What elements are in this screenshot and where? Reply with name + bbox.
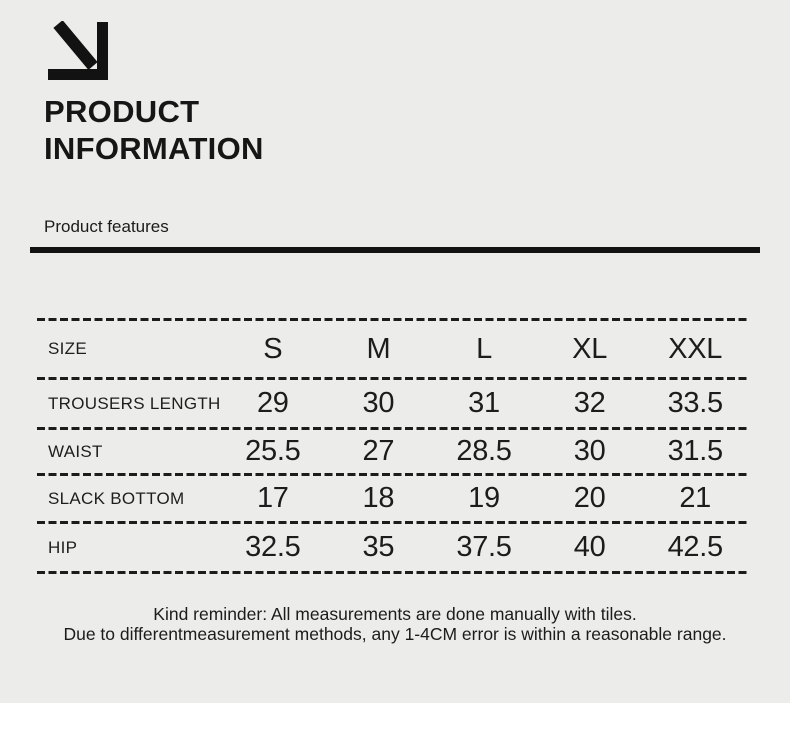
- page-title-line1: PRODUCT: [44, 94, 200, 129]
- row-label: SLACK BOTTOM: [48, 488, 185, 508]
- row-label: HIP: [48, 537, 78, 557]
- cell-value: 37.5: [456, 531, 512, 563]
- column-header-xxl: XXL: [668, 332, 723, 365]
- arrow-to-bottom-right-corner-icon: [47, 21, 109, 83]
- dashed-divider: [37, 571, 748, 574]
- table-row-slack-bottom: [37, 476, 748, 521]
- table-row-waist: [37, 430, 748, 473]
- cell-value: 27: [362, 435, 395, 467]
- cell-value: 17: [256, 482, 289, 514]
- table-row-trousers-length: [37, 380, 748, 427]
- cell-value: 32: [573, 387, 606, 419]
- kind-reminder-text: [0, 604, 790, 644]
- product-features-label: Product features: [44, 217, 169, 236]
- reminder-line1: Kind reminder: All measurements are done manually with tiles.: [153, 604, 637, 624]
- column-header-s: S: [263, 332, 283, 365]
- bottom-white-strip: [0, 703, 790, 729]
- table-header-row: [37, 321, 748, 377]
- section-divider-rule: [30, 247, 760, 253]
- cell-value: 29: [256, 387, 289, 419]
- row-label: TROUSERS LENGTH: [48, 393, 221, 413]
- column-header-xl: XL: [572, 332, 608, 365]
- column-header-l: L: [476, 332, 492, 365]
- cell-value: 19: [468, 482, 500, 514]
- page-title-line2: INFORMATION: [44, 131, 264, 166]
- cell-value: 18: [362, 482, 395, 514]
- table-row-hip: [37, 524, 748, 571]
- cell-value: 40: [573, 531, 606, 563]
- column-header-m: M: [366, 332, 391, 365]
- cell-value: 42.5: [667, 531, 723, 563]
- cell-value: 32.5: [245, 531, 301, 563]
- row-label: WAIST: [48, 441, 103, 461]
- size-chart-table: [37, 318, 748, 574]
- cell-value: 28.5: [456, 435, 512, 467]
- cell-value: 25.5: [245, 435, 301, 467]
- cell-value: 30: [573, 435, 606, 467]
- cell-value: 33.5: [667, 387, 723, 419]
- cell-value: 31.5: [667, 435, 723, 467]
- reminder-line2: Due to differentmeasurement methods, any 1-4CM error is within a reasonable range.: [63, 624, 727, 644]
- cell-value: 20: [573, 482, 606, 514]
- cell-value: 31: [468, 387, 500, 419]
- cell-value: 35: [362, 531, 395, 563]
- page-title: [44, 93, 264, 167]
- cell-value: 30: [362, 387, 395, 419]
- size-header-label: SIZE: [48, 339, 87, 358]
- cell-value: 21: [679, 482, 712, 514]
